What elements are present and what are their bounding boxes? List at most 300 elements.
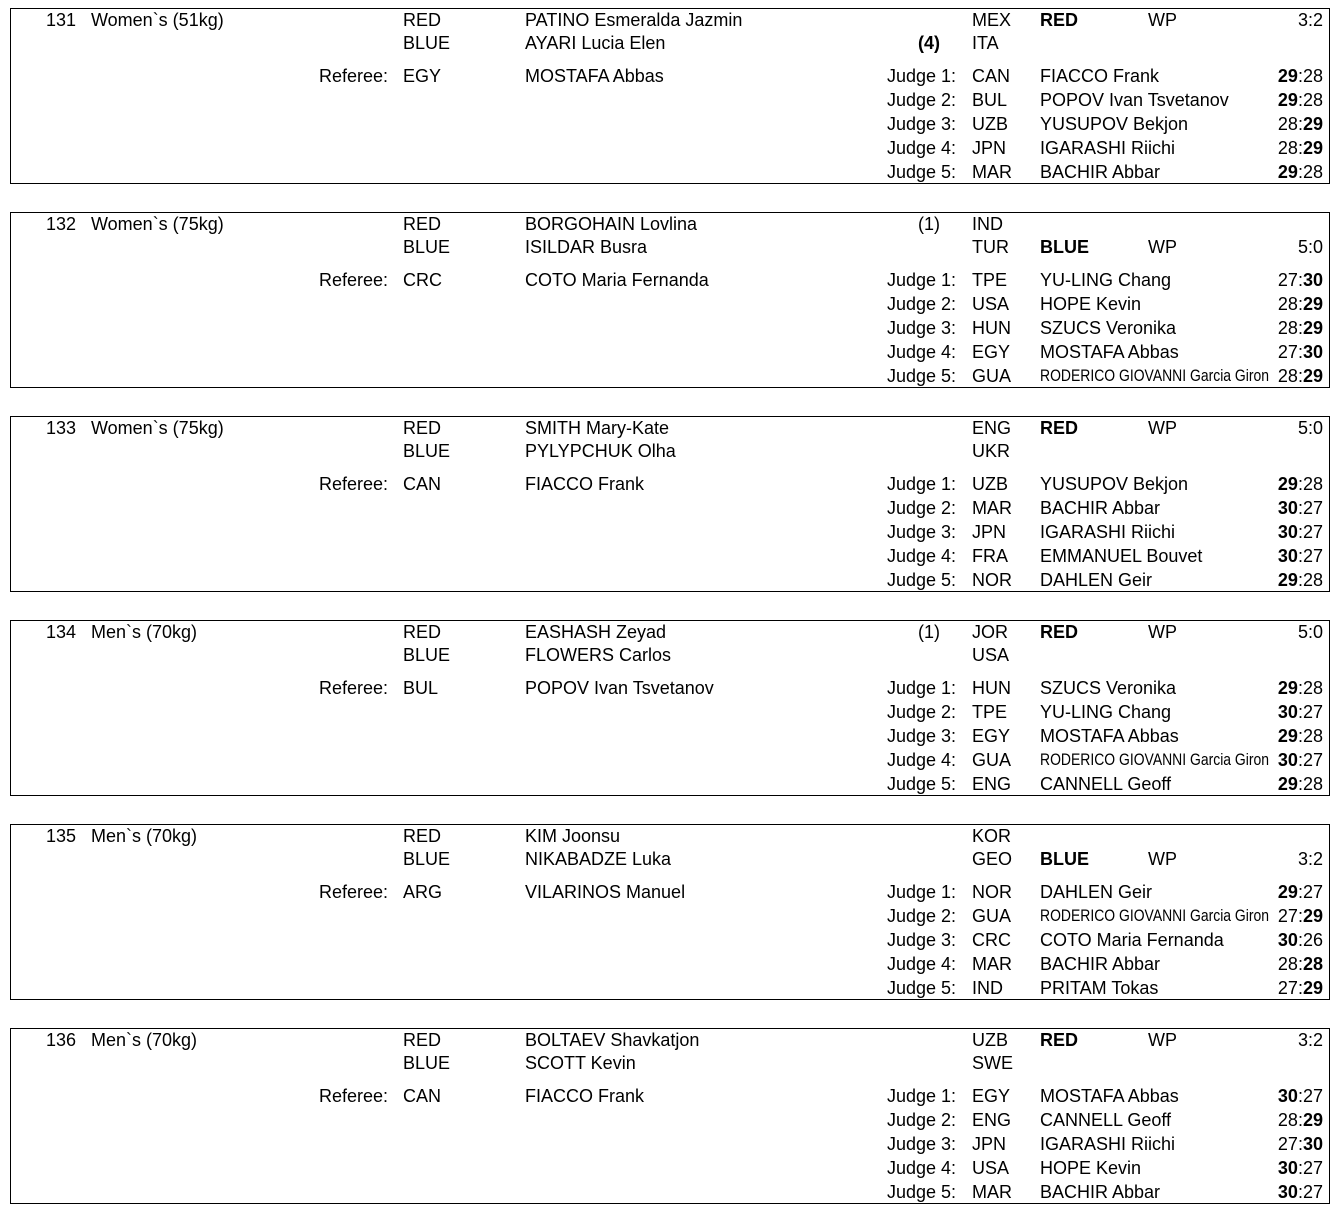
score-blue: 28 bbox=[1302, 726, 1323, 746]
score-red: 30 bbox=[1277, 522, 1298, 542]
score-blue: 28 bbox=[1302, 162, 1323, 182]
score-separator: : bbox=[1297, 522, 1303, 542]
score-blue: 28 bbox=[1302, 678, 1323, 698]
decision-type: WP bbox=[1148, 849, 1177, 869]
blue-boxer-country: UKR bbox=[972, 441, 1011, 461]
bout-block bbox=[10, 1028, 1330, 1204]
score-blue: 27 bbox=[1302, 522, 1323, 542]
blue-boxer-country: TUR bbox=[972, 237, 1009, 257]
judge-label: Judge 1: bbox=[887, 1086, 957, 1106]
judge-country: HUN bbox=[972, 318, 1011, 338]
score-separator: : bbox=[1297, 906, 1303, 926]
judge-name: RODERICO GIOVANNI Garcia Giron bbox=[1040, 366, 1270, 385]
judge-name: BACHIR Abbar bbox=[1040, 1182, 1161, 1202]
score-blue: 29 bbox=[1302, 1110, 1323, 1130]
red-boxer-country: ENG bbox=[972, 418, 1012, 438]
score-blue: 30 bbox=[1302, 1134, 1323, 1154]
score-red: 28 bbox=[1277, 1110, 1298, 1130]
score-red: 29 bbox=[1277, 66, 1298, 86]
judge-name: IGARASHI Riichi bbox=[1040, 138, 1176, 158]
score-separator: : bbox=[1297, 1086, 1303, 1106]
judge-label: Judge 1: bbox=[887, 678, 957, 698]
red-boxer-country: JOR bbox=[972, 622, 1008, 642]
score-blue: 28 bbox=[1302, 570, 1323, 590]
judge-label: Judge 5: bbox=[887, 162, 957, 182]
judge-name: MOSTAFA Abbas bbox=[1040, 726, 1179, 746]
judge-score bbox=[1278, 269, 1323, 291]
judge-label: Judge 1: bbox=[887, 66, 957, 86]
red-boxer-name: BOLTAEV Shavkatjon bbox=[525, 1030, 700, 1050]
score-red: 27 bbox=[1277, 906, 1298, 926]
weight-category: Men`s (70kg) bbox=[91, 1030, 198, 1050]
score-separator: : bbox=[1297, 774, 1303, 794]
bout-result: 5:0 bbox=[1297, 237, 1323, 257]
judge-name: CANNELL Geoff bbox=[1040, 774, 1172, 794]
judge-country: IND bbox=[972, 978, 1003, 998]
score-separator: : bbox=[1297, 1182, 1303, 1202]
score-blue: 27 bbox=[1302, 702, 1323, 722]
judge-label: Judge 4: bbox=[887, 750, 957, 770]
judge-country: JPN bbox=[972, 522, 1007, 542]
bout-number: 133 bbox=[46, 418, 77, 438]
judge-score bbox=[1278, 1181, 1323, 1203]
judge-score bbox=[1278, 773, 1323, 795]
score-blue: 29 bbox=[1302, 138, 1323, 158]
referee-label: Referee: bbox=[319, 474, 389, 494]
score-separator: : bbox=[1297, 750, 1303, 770]
score-red: 28 bbox=[1277, 114, 1298, 134]
score-separator: : bbox=[1297, 90, 1303, 110]
score-red: 29 bbox=[1277, 90, 1298, 110]
red-seed: (1) bbox=[918, 622, 940, 642]
judge-country: EGY bbox=[972, 726, 1011, 746]
score-separator: : bbox=[1297, 498, 1303, 518]
judge-country: JPN bbox=[972, 138, 1007, 158]
score-red: 30 bbox=[1277, 702, 1298, 722]
referee-country: BUL bbox=[403, 678, 439, 698]
referee-name: POPOV Ivan Tsvetanov bbox=[525, 678, 714, 698]
judge-name: HOPE Kevin bbox=[1040, 294, 1142, 314]
judge-name: SZUCS Veronika bbox=[1040, 678, 1177, 698]
judge-name: BACHIR Abbar bbox=[1040, 162, 1161, 182]
judge-name: MOSTAFA Abbas bbox=[1040, 1086, 1179, 1106]
score-blue: 28 bbox=[1302, 774, 1323, 794]
blue-corner-label: BLUE bbox=[403, 237, 451, 257]
score-blue: 27 bbox=[1302, 498, 1323, 518]
judge-name: YUSUPOV Bekjon bbox=[1040, 114, 1189, 134]
score-red: 30 bbox=[1277, 546, 1298, 566]
score-blue: 27 bbox=[1302, 546, 1323, 566]
judge-label: Judge 3: bbox=[887, 522, 957, 542]
score-blue: 28 bbox=[1302, 66, 1323, 86]
score-separator: : bbox=[1297, 882, 1303, 902]
judge-country: NOR bbox=[972, 570, 1012, 590]
score-red: 29 bbox=[1277, 678, 1298, 698]
judge-country: MAR bbox=[972, 954, 1012, 974]
judge-label: Judge 1: bbox=[887, 474, 957, 494]
judge-name: RODERICO GIOVANNI Garcia Giron bbox=[1040, 906, 1270, 925]
red-boxer-country: UZB bbox=[972, 1030, 1008, 1050]
judge-score bbox=[1278, 725, 1323, 747]
judge-name: SZUCS Veronika bbox=[1040, 318, 1177, 338]
bout-block bbox=[10, 212, 1330, 388]
score-blue: 29 bbox=[1302, 978, 1323, 998]
judge-score bbox=[1278, 953, 1323, 975]
bout-block bbox=[10, 416, 1330, 592]
blue-corner-label: BLUE bbox=[403, 849, 451, 869]
judge-name: IGARASHI Riichi bbox=[1040, 1134, 1176, 1154]
judge-name: MOSTAFA Abbas bbox=[1040, 342, 1179, 362]
score-blue: 30 bbox=[1302, 342, 1323, 362]
score-blue: 26 bbox=[1302, 930, 1323, 950]
judge-label: Judge 3: bbox=[887, 930, 957, 950]
score-separator: : bbox=[1297, 726, 1303, 746]
score-red: 28 bbox=[1277, 294, 1298, 314]
judge-score bbox=[1278, 497, 1323, 519]
judge-score bbox=[1278, 293, 1323, 315]
judge-label: Judge 3: bbox=[887, 1134, 957, 1154]
blue-corner-label: BLUE bbox=[403, 645, 451, 665]
score-red: 27 bbox=[1277, 342, 1298, 362]
judge-score bbox=[1278, 1133, 1323, 1155]
decision-type: WP bbox=[1148, 10, 1177, 30]
blue-boxer-name: FLOWERS Carlos bbox=[525, 645, 672, 665]
winner-corner: BLUE bbox=[1040, 237, 1089, 257]
judge-name: EMMANUEL Bouvet bbox=[1040, 546, 1203, 566]
blue-corner-label: BLUE bbox=[403, 33, 451, 53]
judge-country: MAR bbox=[972, 498, 1012, 518]
judge-country: EGY bbox=[972, 342, 1011, 362]
score-separator: : bbox=[1297, 294, 1303, 314]
judge-label: Judge 1: bbox=[887, 882, 957, 902]
judge-label: Judge 1: bbox=[887, 270, 957, 290]
referee-country: CAN bbox=[403, 1086, 442, 1106]
judge-name: CANNELL Geoff bbox=[1040, 1110, 1172, 1130]
score-red: 30 bbox=[1277, 1182, 1298, 1202]
referee-label: Referee: bbox=[319, 66, 389, 86]
score-separator: : bbox=[1297, 138, 1303, 158]
judge-score bbox=[1278, 977, 1323, 999]
referee-name: FIACCO Frank bbox=[525, 1086, 645, 1106]
judge-label: Judge 2: bbox=[887, 498, 957, 518]
blue-boxer-name: AYARI Lucia Elen bbox=[525, 33, 666, 53]
bout-number: 136 bbox=[46, 1030, 77, 1050]
judge-label: Judge 4: bbox=[887, 1158, 957, 1178]
judge-country: EGY bbox=[972, 1086, 1011, 1106]
score-red: 30 bbox=[1277, 1158, 1298, 1178]
judge-label: Judge 4: bbox=[887, 138, 957, 158]
decision-type: WP bbox=[1148, 418, 1177, 438]
judge-name: HOPE Kevin bbox=[1040, 1158, 1142, 1178]
judge-country: HUN bbox=[972, 678, 1011, 698]
judge-country: BUL bbox=[972, 90, 1008, 110]
judge-country: USA bbox=[972, 294, 1010, 314]
score-blue: 27 bbox=[1302, 750, 1323, 770]
score-red: 30 bbox=[1277, 498, 1298, 518]
score-red: 27 bbox=[1277, 978, 1298, 998]
weight-category: Men`s (70kg) bbox=[91, 826, 198, 846]
judge-name: IGARASHI Riichi bbox=[1040, 522, 1176, 542]
score-separator: : bbox=[1297, 678, 1303, 698]
judge-score bbox=[1278, 569, 1323, 591]
score-separator: : bbox=[1297, 114, 1303, 134]
judge-name: BACHIR Abbar bbox=[1040, 498, 1161, 518]
score-separator: : bbox=[1297, 570, 1303, 590]
judge-country: CAN bbox=[972, 66, 1011, 86]
judge-country: TPE bbox=[972, 702, 1008, 722]
score-red: 29 bbox=[1277, 474, 1298, 494]
score-red: 30 bbox=[1277, 1086, 1298, 1106]
judge-country: GUA bbox=[972, 750, 1012, 770]
score-blue: 27 bbox=[1302, 1086, 1323, 1106]
blue-boxer-name: PYLYPCHUK Olha bbox=[525, 441, 676, 461]
judge-country: ENG bbox=[972, 1110, 1012, 1130]
blue-corner-label: BLUE bbox=[403, 1053, 451, 1073]
referee-country: EGY bbox=[403, 66, 442, 86]
judge-score bbox=[1278, 65, 1323, 87]
referee-country: ARG bbox=[403, 882, 443, 902]
red-corner-label: RED bbox=[403, 214, 442, 234]
judge-name: POPOV Ivan Tsvetanov bbox=[1040, 90, 1229, 110]
score-blue: 29 bbox=[1302, 294, 1323, 314]
score-separator: : bbox=[1297, 366, 1303, 386]
score-red: 27 bbox=[1277, 1134, 1298, 1154]
judge-label: Judge 5: bbox=[887, 570, 957, 590]
score-separator: : bbox=[1297, 978, 1303, 998]
score-red: 29 bbox=[1277, 162, 1298, 182]
judge-score bbox=[1278, 929, 1323, 951]
bout-result: 3:2 bbox=[1297, 849, 1323, 869]
judge-name: DAHLEN Geir bbox=[1040, 570, 1153, 590]
judge-label: Judge 4: bbox=[887, 342, 957, 362]
score-separator: : bbox=[1297, 474, 1303, 494]
judge-label: Judge 2: bbox=[887, 1110, 957, 1130]
score-red: 29 bbox=[1277, 774, 1298, 794]
bout-number: 134 bbox=[46, 622, 77, 642]
judge-country: UZB bbox=[972, 114, 1008, 134]
score-blue: 27 bbox=[1302, 1182, 1323, 1202]
red-corner-label: RED bbox=[403, 418, 442, 438]
bout-result: 5:0 bbox=[1297, 418, 1323, 438]
judge-country: NOR bbox=[972, 882, 1012, 902]
judge-score bbox=[1278, 905, 1323, 927]
referee-label: Referee: bbox=[319, 678, 389, 698]
weight-category: Women`s (51kg) bbox=[91, 10, 224, 30]
judge-score bbox=[1278, 365, 1323, 387]
judge-country: ENG bbox=[972, 774, 1012, 794]
judge-label: Judge 4: bbox=[887, 546, 957, 566]
referee-name: FIACCO Frank bbox=[525, 474, 645, 494]
score-blue: 29 bbox=[1302, 114, 1323, 134]
red-corner-label: RED bbox=[403, 622, 442, 642]
judge-country: CRC bbox=[972, 930, 1011, 950]
red-boxer-country: KOR bbox=[972, 826, 1012, 846]
judge-label: Judge 2: bbox=[887, 906, 957, 926]
judge-score bbox=[1278, 881, 1323, 903]
score-separator: : bbox=[1297, 270, 1303, 290]
winner-corner: RED bbox=[1040, 622, 1079, 642]
bout-block bbox=[10, 824, 1330, 1000]
score-separator: : bbox=[1297, 546, 1303, 566]
judge-label: Judge 4: bbox=[887, 954, 957, 974]
referee-name: MOSTAFA Abbas bbox=[525, 66, 664, 86]
blue-boxer-country: USA bbox=[972, 645, 1010, 665]
score-blue: 27 bbox=[1302, 882, 1323, 902]
score-blue: 27 bbox=[1302, 1158, 1323, 1178]
score-separator: : bbox=[1297, 702, 1303, 722]
judge-label: Judge 5: bbox=[887, 1182, 957, 1202]
winner-corner: RED bbox=[1040, 418, 1079, 438]
bout-number: 132 bbox=[46, 214, 77, 234]
judge-label: Judge 2: bbox=[887, 294, 957, 314]
referee-name: COTO Maria Fernanda bbox=[525, 270, 709, 290]
judge-name: BACHIR Abbar bbox=[1040, 954, 1161, 974]
decision-type: WP bbox=[1148, 1030, 1177, 1050]
red-boxer-country: MEX bbox=[972, 10, 1012, 30]
judge-score bbox=[1278, 113, 1323, 135]
score-blue: 28 bbox=[1302, 954, 1323, 974]
score-blue: 29 bbox=[1302, 366, 1323, 386]
referee-label: Referee: bbox=[319, 270, 389, 290]
judge-name: YU-LING Chang bbox=[1040, 702, 1172, 722]
blue-boxer-country: GEO bbox=[972, 849, 1013, 869]
bout-block bbox=[10, 620, 1330, 796]
score-separator: : bbox=[1297, 1110, 1303, 1130]
judge-country: MAR bbox=[972, 1182, 1012, 1202]
judge-score bbox=[1278, 137, 1323, 159]
judge-score bbox=[1278, 317, 1323, 339]
judge-label: Judge 3: bbox=[887, 318, 957, 338]
red-boxer-name: EASHASH Zeyad bbox=[525, 622, 667, 642]
red-corner-label: RED bbox=[403, 1030, 442, 1050]
referee-name: VILARINOS Manuel bbox=[525, 882, 686, 902]
judge-name: YU-LING Chang bbox=[1040, 270, 1172, 290]
bout-block bbox=[10, 8, 1330, 184]
winner-corner: RED bbox=[1040, 10, 1079, 30]
judge-score bbox=[1278, 1157, 1323, 1179]
score-blue: 29 bbox=[1302, 906, 1323, 926]
judge-label: Judge 5: bbox=[887, 978, 957, 998]
bout-result: 3:2 bbox=[1297, 10, 1323, 30]
score-red: 28 bbox=[1277, 138, 1298, 158]
judge-label: Judge 5: bbox=[887, 366, 957, 386]
judge-score bbox=[1278, 473, 1323, 495]
judge-name: PRITAM Tokas bbox=[1040, 978, 1159, 998]
score-red: 28 bbox=[1277, 954, 1298, 974]
winner-corner: BLUE bbox=[1040, 849, 1089, 869]
score-red: 29 bbox=[1277, 882, 1298, 902]
red-boxer-name: PATINO Esmeralda Jazmin bbox=[525, 10, 743, 30]
bout-number: 135 bbox=[46, 826, 77, 846]
referee-label: Referee: bbox=[319, 1086, 389, 1106]
score-blue: 30 bbox=[1302, 270, 1323, 290]
red-boxer-name: BORGOHAIN Lovlina bbox=[525, 214, 698, 234]
score-separator: : bbox=[1297, 930, 1303, 950]
score-blue: 29 bbox=[1302, 318, 1323, 338]
score-red: 28 bbox=[1277, 366, 1298, 386]
score-red: 30 bbox=[1277, 930, 1298, 950]
bout-number: 131 bbox=[46, 10, 77, 30]
judge-name: DAHLEN Geir bbox=[1040, 882, 1153, 902]
judge-country: GUA bbox=[972, 366, 1012, 386]
judge-label: Judge 3: bbox=[887, 114, 957, 134]
red-corner-label: RED bbox=[403, 10, 442, 30]
bout-result: 5:0 bbox=[1297, 622, 1323, 642]
blue-boxer-country: SWE bbox=[972, 1053, 1014, 1073]
score-separator: : bbox=[1297, 1134, 1303, 1154]
decision-type: WP bbox=[1148, 622, 1177, 642]
referee-country: CRC bbox=[403, 270, 442, 290]
score-separator: : bbox=[1297, 342, 1303, 362]
judge-country: USA bbox=[972, 1158, 1010, 1178]
score-separator: : bbox=[1297, 66, 1303, 86]
judge-country: UZB bbox=[972, 474, 1008, 494]
score-red: 27 bbox=[1277, 270, 1298, 290]
judge-label: Judge 3: bbox=[887, 726, 957, 746]
judge-country: TPE bbox=[972, 270, 1008, 290]
judge-score bbox=[1278, 341, 1323, 363]
weight-category: Women`s (75kg) bbox=[91, 214, 224, 234]
bout-result: 3:2 bbox=[1297, 1030, 1323, 1050]
score-blue: 28 bbox=[1302, 474, 1323, 494]
judge-name: RODERICO GIOVANNI Garcia Giron bbox=[1040, 750, 1270, 769]
winner-corner: RED bbox=[1040, 1030, 1079, 1050]
blue-corner-label: BLUE bbox=[403, 441, 451, 461]
judge-name: FIACCO Frank bbox=[1040, 66, 1160, 86]
judge-score bbox=[1278, 701, 1323, 723]
score-separator: : bbox=[1297, 162, 1303, 182]
red-corner-label: RED bbox=[403, 826, 442, 846]
score-red: 30 bbox=[1277, 750, 1298, 770]
judge-score bbox=[1278, 521, 1323, 543]
weight-category: Women`s (75kg) bbox=[91, 418, 224, 438]
judge-country: MAR bbox=[972, 162, 1012, 182]
judge-country: GUA bbox=[972, 906, 1012, 926]
judge-score bbox=[1278, 677, 1323, 699]
score-red: 29 bbox=[1277, 726, 1298, 746]
score-separator: : bbox=[1297, 954, 1303, 974]
judge-name: COTO Maria Fernanda bbox=[1040, 930, 1224, 950]
decision-type: WP bbox=[1148, 237, 1177, 257]
referee-country: CAN bbox=[403, 474, 442, 494]
judge-label: Judge 2: bbox=[887, 90, 957, 110]
blue-seed: (4) bbox=[918, 33, 940, 53]
blue-boxer-name: SCOTT Kevin bbox=[525, 1053, 636, 1073]
red-boxer-name: KIM Joonsu bbox=[525, 826, 621, 846]
judge-score bbox=[1278, 1109, 1323, 1131]
judge-label: Judge 5: bbox=[887, 774, 957, 794]
judge-score bbox=[1278, 1085, 1323, 1107]
blue-boxer-country: ITA bbox=[972, 33, 999, 53]
red-seed: (1) bbox=[918, 214, 940, 234]
red-boxer-country: IND bbox=[972, 214, 1003, 234]
score-red: 28 bbox=[1277, 318, 1298, 338]
score-blue: 28 bbox=[1302, 90, 1323, 110]
judge-score bbox=[1278, 161, 1323, 183]
judge-score bbox=[1278, 749, 1323, 771]
score-red: 29 bbox=[1277, 570, 1298, 590]
score-separator: : bbox=[1297, 318, 1303, 338]
judge-name: YUSUPOV Bekjon bbox=[1040, 474, 1189, 494]
red-boxer-name: SMITH Mary-Kate bbox=[525, 418, 670, 438]
judge-country: JPN bbox=[972, 1134, 1007, 1154]
judge-score bbox=[1278, 545, 1323, 567]
judge-label: Judge 2: bbox=[887, 702, 957, 722]
judge-score bbox=[1278, 89, 1323, 111]
blue-boxer-name: NIKABADZE Luka bbox=[525, 849, 672, 869]
referee-label: Referee: bbox=[319, 882, 389, 902]
weight-category: Men`s (70kg) bbox=[91, 622, 198, 642]
